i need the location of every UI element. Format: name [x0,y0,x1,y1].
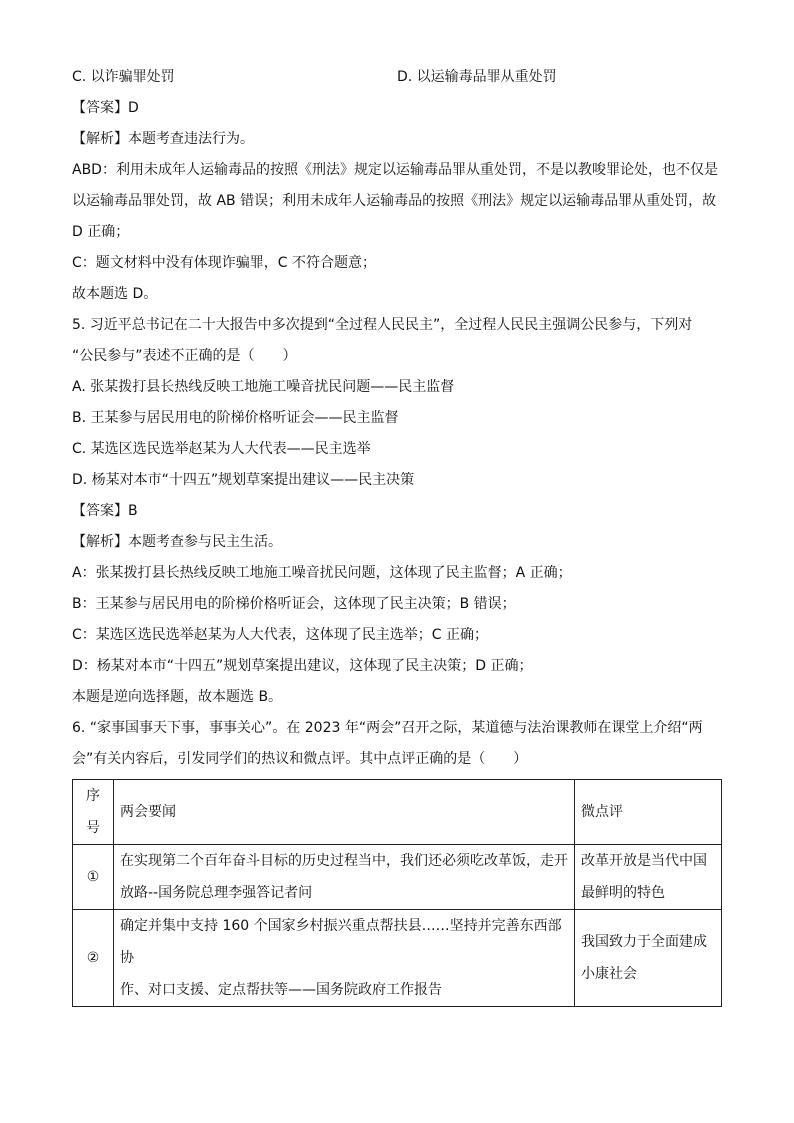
table-row [73,910,722,1007]
q5-answer: 【答案】B [72,503,138,519]
header-comment: 微点评 [575,780,722,845]
q5-option-a: A. 张某拨打县长热线反映工地施工噪音扰民问题——民主监督 [72,379,455,395]
q5-analysis-line: 本题是逆向选择题，故本题选 B。 [72,689,283,705]
q5-stem-line: “公民参与”表述不正确的是（ ） [72,348,297,364]
q4-analysis-line: 【解析】本题考查违法行为。 [72,131,254,147]
row-comment [575,845,722,910]
row-news [114,845,575,910]
row-news-line: 在实现第二个百年奋斗目标的历史过程当中，我们还必须吃改革饭，走开 [120,853,568,869]
document-page [72,62,722,1007]
q5-stem-line: 5. 习近平总书记在二十大报告中多次提到“全过程人民民主”，全过程人民民主强调公民参与，下列对 [72,317,693,333]
q5-option-d: D. 杨某对本市“十四五”规划草案提出建议——民主决策 [72,472,415,488]
row-news-line: 确定并集中支持 160 个国家乡村振兴重点帮扶县……坚持并完善东西部协 [120,918,562,966]
q4-answer: 【答案】D [72,100,139,116]
row-news-line: 放路--国务院总理李强答记者问 [120,885,313,901]
row-comment-line: 我国致力于全面建成 [581,934,707,950]
row-comment-line: 最鲜明的特色 [581,885,665,901]
q4-options-row [72,62,722,93]
header-news: 两会要闻 [114,780,575,845]
row-num: ② [73,910,114,1007]
q4-option-c: C. 以诈骗罪处罚 [72,69,175,85]
q5-option-c: C. 某选区选民选举赵某为人大代表——民主选举 [72,441,371,457]
q4-analysis-line: D 正确； [72,224,130,240]
q5-analysis-line: A：张某拨打县长热线反映工地施工噪音扰民问题，这体现了民主监督；A 正确； [72,565,572,581]
q4-analysis-line: C：题文材料中没有体现诈骗罪，C 不符合题意； [72,255,376,271]
q5-option-b: B. 王某参与居民用电的阶梯价格听证会——民主监督 [72,410,399,426]
q4-analysis-line: 故本题选 D。 [72,286,158,302]
q4-option-d: D. 以运输毒品罪从重处罚 [397,69,557,85]
table-header-row [73,780,722,845]
header-num-line: 号 [86,820,100,836]
table-row [73,845,722,910]
row-num: ① [73,845,114,910]
q5-analysis-line: 【解析】本题考查参与民主生活。 [72,534,282,550]
q5-analysis-line: B：王某参与居民用电的阶梯价格听证会，这体现了民主决策；B 错误； [72,596,516,612]
q6-stem-line: 会”有关内容后，引发同学们的热议和微点评。其中点评正确的是（ ） [72,751,528,767]
q5-analysis-line: C：某选区选民选举赵某为人大代表，这体现了民主选举；C 正确； [72,627,488,643]
row-comment-line: 改革开放是当代中国 [581,853,707,869]
row-news [114,910,575,1007]
header-num [73,780,114,845]
q4-analysis-line: ABD：利用未成年人运输毒品的按照《刑法》规定以运输毒品罪从重处罚，不是以教唆罪论处，也不仅是 [72,162,718,178]
q4-analysis-line: 以运输毒品罪处罚，故 AB 错误；利用未成年人运输毒品的按照《刑法》规定以运输毒品罪从重处罚，故 [72,193,717,209]
two-sessions-table [72,779,722,1007]
row-news-line: 作、对口支援、定点帮扶等——国务院政府工作报告 [120,982,442,998]
row-comment [575,910,722,1007]
header-num-line: 序 [86,788,100,804]
q6-stem-line: 6. “家事国事天下事，事事关心”。在 2023 年“两会”召开之际，某道德与法治课教师在课堂上介绍“两 [72,720,703,736]
q5-analysis-line: D：杨某对本市“十四五”规划草案提出建议，这体现了民主决策；D 正确； [72,658,533,674]
row-comment-line: 小康社会 [581,966,637,982]
